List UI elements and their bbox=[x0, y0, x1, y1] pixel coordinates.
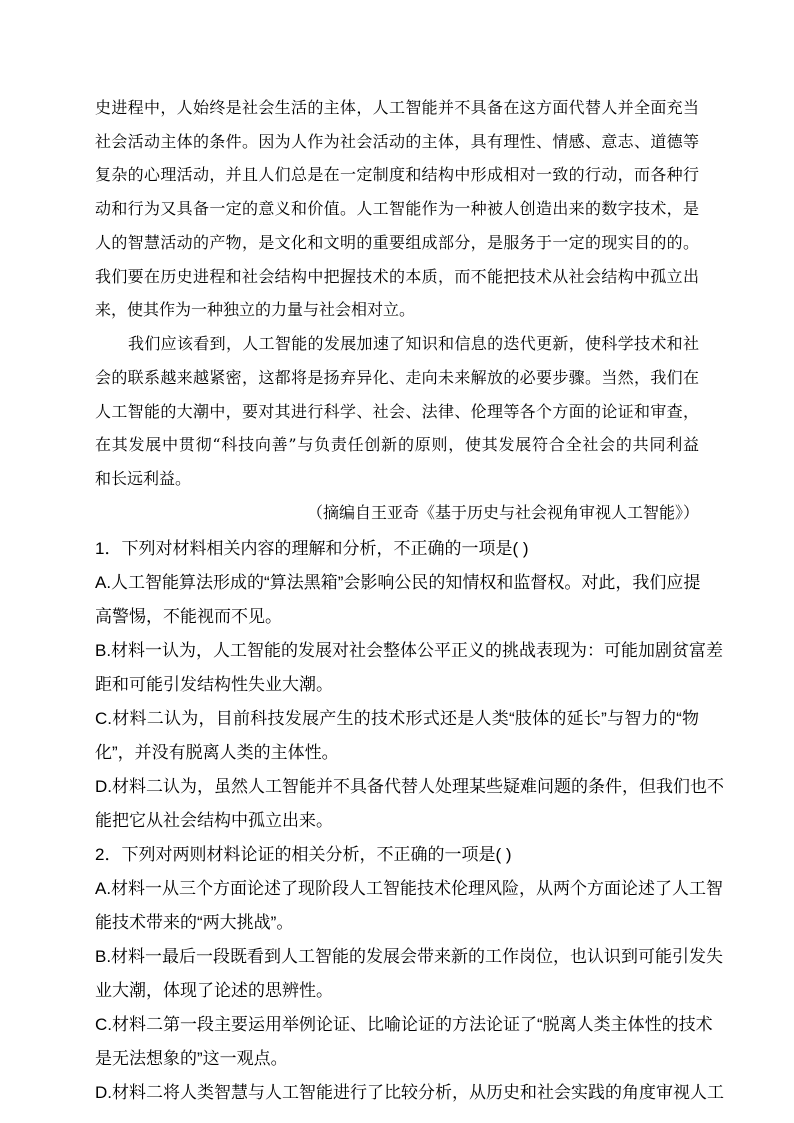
source-citation: （摘编自王亚奇《基于历史与社会视角审视人工智能》） bbox=[307, 503, 700, 522]
paragraph-line: 人的智慧活动的产物，是文化和文明的重要组成部分，是服务于一定的现实目的的。 bbox=[95, 233, 699, 252]
question-1-stem: 1．下列对材料相关内容的理解和分析，不正确的一项是( ) bbox=[95, 539, 529, 558]
paragraph-line: 我们要在历史进程和社会结构中把握技术的本质，而不能把技术从社会结构中孤立出 bbox=[95, 267, 699, 286]
paragraph-line: 动和行为又具备一定的意义和价值。人工智能作为一种被人创造出来的数字技术，是 bbox=[95, 199, 699, 218]
option-line: C.材料二第一段主要运用举例论证、比喻论证的方法论证了“脱离人类主体性的技术 bbox=[95, 1015, 713, 1034]
option-line: B.材料一最后一段既看到人工智能的发展会带来新的工作岗位，也认识到可能引发失 bbox=[95, 947, 724, 966]
option-line: 能技术带来的“两大挑战”。 bbox=[95, 913, 294, 932]
paragraph-line: 和长远利益。 bbox=[95, 469, 192, 488]
option-line: A.材料一从三个方面论述了现阶段人工智能技术伦理风险，从两个方面论述了人工智 bbox=[95, 879, 724, 898]
paragraph-line: 社会活动主体的条件。因为人作为社会活动的主体，具有理性、情感、意志、道德等 bbox=[95, 132, 699, 151]
option-line: C.材料二认为，目前科技发展产生的技术形式还是人类“肢体的延长”与智力的“物 bbox=[95, 709, 699, 728]
question-2-stem: 2．下列对两则材料论证的相关分析，不正确的一项是( ) bbox=[95, 845, 512, 864]
option-line: 业大潮，体现了论述的思辨性。 bbox=[95, 981, 333, 1000]
option-line: 能把它从社会结构中孤立出来。 bbox=[95, 811, 333, 830]
paragraph-line: 在其发展中贯彻“科技向善”与负责任创新的原则，使其发展符合全社会的共同利益 bbox=[95, 435, 699, 454]
paragraph-line: 史进程中，人始终是社会生活的主体，人工智能并不具备在这方面代替人并全面充当 bbox=[95, 98, 699, 117]
paragraph-line: 来，使其作为一种独立的力量与社会相对立。 bbox=[95, 300, 416, 319]
paragraph-line: 我们应该看到，人工智能的发展加速了知识和信息的迭代更新，使科学技术和社 bbox=[128, 334, 699, 353]
paragraph-line: 会的联系越来越紧密，这都将是扬弃异化、走向未来解放的必要步骤。当然，我们在 bbox=[95, 368, 699, 387]
option-line: D.材料二将人类智慧与人工智能进行了比较分析，从历史和社会实践的角度审视人工 bbox=[95, 1083, 724, 1102]
option-line: 距和可能引发结构性失业大潮。 bbox=[95, 675, 333, 694]
option-line: 高警惕，不能视而不见。 bbox=[95, 607, 282, 626]
option-line: B.材料一认为，人工智能的发展对社会整体公平正义的挑战表现为：可能加剧贫富差 bbox=[95, 641, 724, 660]
option-line: 化”，并没有脱离人类的主体性。 bbox=[95, 743, 339, 762]
paragraph-line: 复杂的心理活动，并且人们总是在一定制度和结构中形成相对一致的行动，而各种行 bbox=[95, 165, 699, 184]
option-line: D.材料二认为，虽然人工智能并不具备代替人处理某些疑难问题的条件，但我们也不 bbox=[95, 777, 724, 796]
option-line: 是无法想象的”这一观点。 bbox=[95, 1049, 288, 1068]
paragraph-line: 人工智能的大潮中，要对其进行科学、社会、法律、伦理等各个方面的论证和审查， bbox=[95, 402, 699, 421]
option-line: A.人工智能算法形成的“算法黑箱”会影响公民的知情权和监督权。对此，我们应提 bbox=[95, 573, 701, 592]
